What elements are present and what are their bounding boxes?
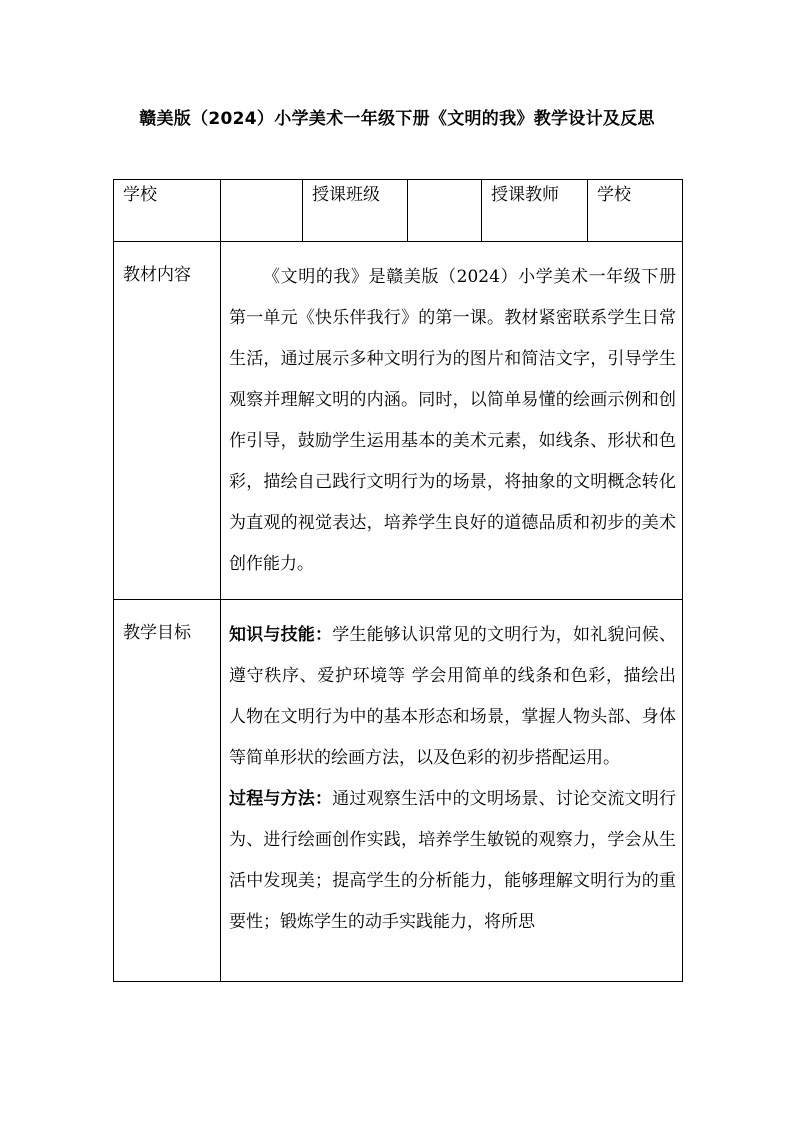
class-label: 授课班级 bbox=[312, 185, 380, 205]
class-label-cell bbox=[303, 180, 408, 242]
content-text: 《文明的我》是赣美版（2024）小学美术一年级下册第一单元《快乐伴我行》的第一课。教材紧密联系学生日常生活，通过展示多种文明行为的图片和简洁文字，引导学生观察并理解文明的内涵。同时，以简单易懂的绘画示例和创作引导，鼓励学生运用基本的美术元素，如线条、形状和色彩，描绘自己践行文明行为的场景，将抽象的文明概念转化为直观的视觉表达，培养学生良好的道德品质和初步的美术创作能力。 bbox=[229, 267, 676, 574]
knowledge-goal bbox=[229, 615, 676, 779]
goals-row bbox=[114, 600, 683, 982]
process-goal bbox=[229, 779, 676, 943]
content-cell bbox=[221, 242, 683, 600]
process-goal-title: 过程与方法： bbox=[229, 789, 333, 809]
lesson-plan-table bbox=[113, 179, 683, 982]
school-label-cell bbox=[114, 180, 221, 242]
goals-label: 教学目标 bbox=[114, 600, 221, 982]
table-header-row bbox=[114, 180, 683, 242]
document-title: 赣美版（2024）小学美术一年级下册《文明的我》教学设计及反思 bbox=[139, 109, 655, 129]
knowledge-goal-text: 学生能够认识常见的文明行为，如礼貌问候、遵守秩序、爱护环境等 学会用简单的线条和色彩，描绘出人物在文明行为中的基本形态和场景，掌握人物头部、身体等简单形状的绘画方法，以及色彩的初步搭配运用。 bbox=[229, 625, 677, 768]
teacher-value-cell bbox=[588, 180, 683, 242]
content-row bbox=[114, 242, 683, 600]
content-label: 教材内容 bbox=[114, 242, 221, 600]
goals-cell bbox=[221, 600, 683, 982]
school-value-cell bbox=[221, 180, 303, 242]
knowledge-goal-title: 知识与技能： bbox=[229, 625, 333, 645]
process-goal-text: 通过观察生活中的文明场景、讨论交流文明行为、进行绘画创作实践，培养学生敏锐的观察力，学会从生活中发现美；提高学生的分析能力，能够理解文明行为的重要性；锻炼学生的动手实践能力，将所思 bbox=[229, 789, 677, 932]
teacher-label-cell bbox=[482, 180, 588, 242]
class-value-cell bbox=[408, 180, 482, 242]
school-label: 学校 bbox=[123, 185, 157, 205]
teacher-label: 授课教师 bbox=[491, 185, 559, 205]
teacher-value: 学校 bbox=[597, 185, 631, 205]
